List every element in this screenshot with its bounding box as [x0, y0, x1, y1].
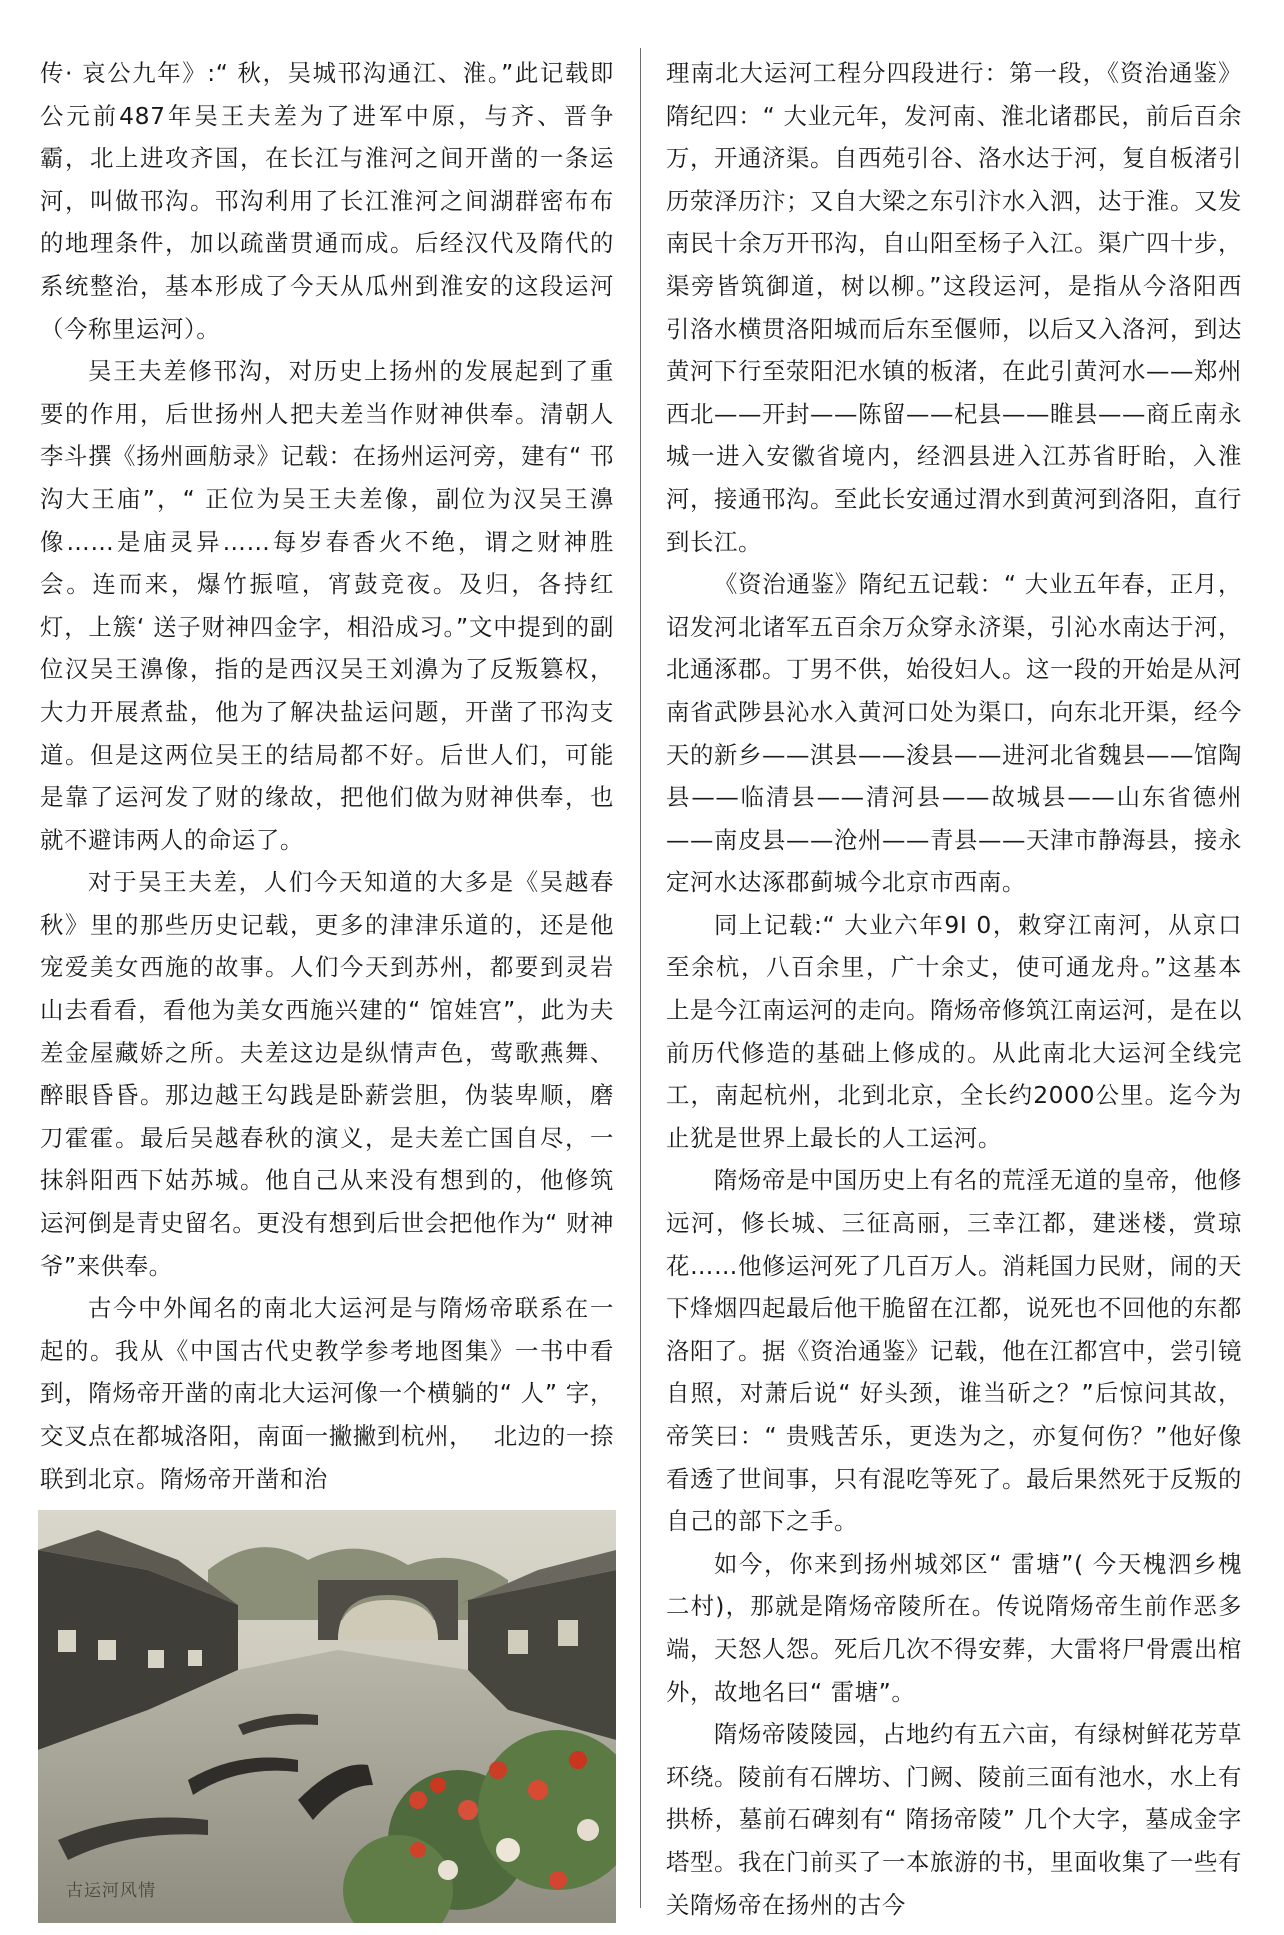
paragraph: 同上记载:“ 大业六年9I 0，敕穿江南河，从京口至余杭，八百余里，广十余丈，使可通龙舟。”这基本上是今江南运河的走向。隋炀帝修筑江南运河，是在以前历代修造的基础上修成的。从此南北大运河全线完工，南起杭州，北到北京，全长约2000公里。迄今为止犹是世界上最长的人工运河。 — [666, 910, 1242, 1152]
paragraph: 《资治通鉴》隋纪五记载：“ 大业五年春，正月，诏发河北诸军五百余万众穿永济渠，引沁水南达于河，北通涿郡。丁男不供，始役妇人。这一段的开始是从河南省武陟县沁水入黄河口处为渠口，向东北开渠，经今天的新乡——淇县——浚县——进河北省魏县——馆陶县——临清县——清河县——故城县——山东省德州——南皮县——沧州——青县——天津市静海县，接永定河水达涿郡蓟城今北京市西南。 — [666, 570, 1242, 897]
paragraph: 理南北大运河工程分四段进行：第一段，《资治通鉴》隋纪四：“ 大业元年，发河南、淮北诸郡民，前后百余万，开通济渠。自西苑引谷、洛水达于河，复自板渚引历荥泽历汴；又自大梁之东引汴水入泗，达于淮。又发南民十余万开邗沟，自山阳至杨子入江。渠广四十步，渠旁皆筑御道，树以柳。”这段运河，是指从今洛阳西引洛水横贯洛阳城而后东至偃师，以后又入洛河，到达黄河下行至荥阳汜水镇的板渚，在此引黄河水——郑州西北——开封——陈留——杞县——睢县——商丘南永城一进入安徽省境内，经泗县进入江苏省盱眙，入淮河，接通邗沟。至此长安通过渭水到黄河到洛阳，直行到长江。 — [666, 59, 1242, 556]
paragraph: 传· 哀公九年》:“ 秋，吴城邗沟通江、淮。”此记载即公元前487年吴王夫差为了进军中原，与齐、晋争霸，北上进攻齐国，在长江与淮河之间开凿的一条运河，叫做邗沟。邗沟利用了长江淮河之间湖群密布布的地理条件，加以疏凿贯通而成。后经汉代及隋代的系统整治，基本形成了今天从瓜州到淮安的这段运河（今称里运河）。 — [40, 59, 614, 343]
canal-photo — [38, 1510, 616, 1923]
right-column — [666, 52, 1242, 1926]
paragraph: 对于吴王夫差，人们今天知道的大多是《吴越春秋》里的那些历史记载，更多的津津乐道的，还是他宠爱美女西施的故事。人们今天到苏州，都要到灵岩山去看看，看他为美女西施兴建的“ 馆娃宫”，此为夫差金屋藏娇之所。夫差这边是纵情声色，莺歌燕舞、醉眼昏昏。那边越王勾践是卧薪尝胆，伪装卑顺，磨刀霍霍。最后吴越春秋的演义，是夫差亡国自尽，一抹斜阳西下姑苏城。他自己从来没有想到的，他修筑运河倒是青史留名。更没有想到后世会把他作为“ 财神爷”来供奉。 — [40, 868, 614, 1280]
photo-caption: 古运河风情 — [66, 1881, 156, 1902]
left-column — [40, 52, 614, 1923]
paragraph: 隋炀帝陵陵园，占地约有五六亩，有绿树鲜花芳草环绕。陵前有石牌坊、门阙、陵前三面有池水，水上有拱桥，墓前石碑刻有“ 隋扬帝陵” 几个大字，墓成金字塔型。我在门前买了一本旅游的书，里面收集了一些有关隋炀帝在扬州的古今 — [666, 1720, 1242, 1919]
column-divider — [640, 48, 641, 1908]
paragraph: 古今中外闻名的南北大运河是与隋炀帝联系在一起的。我从《中国古代史教学参考地图集》一书中看到，隋炀帝开凿的南北大运河像一个横躺的“ 人” 字，交叉点在都城洛阳，南面一撇撇到杭州， 北边的一捺联到北京。隋炀帝开凿和治 — [40, 1294, 614, 1493]
paragraph: 吴王夫差修邗沟，对历史上扬州的发展起到了重要的作用，后世扬州人把夫差当作财神供奉。清朝人李斗撰《扬州画舫录》记载：在扬州运河旁，建有“ 邗沟大王庙”，“ 正位为吴王夫差像，副位为汉吴王濞像……是庙灵异……每岁春香火不绝，谓之财神胜会。连而来，爆竹振喧，宵鼓竞夜。及归，各持红灯，上簇‘ 送子财神四金字，相沿成习。”文中提到的副位汉吴王濞像，指的是西汉吴王刘濞为了反叛篡权，大力开展煮盐，他为了解决盐运问题，开凿了邗沟支道。但是这两位吴王的结局都不好。后世人们，可能是靠了运河发了财的缘故，把他们做为财神供奉，也就不避讳两人的命运了。 — [40, 357, 614, 854]
paragraph: 隋炀帝是中国历史上有名的荒淫无道的皇帝，他修远河，修长城、三征高丽，三幸江都，建迷楼，赏琼花……他修运河死了几百万人。消耗国力民财，闹的天下烽烟四起最后他干脆留在江都，说死也不回他的东都洛阳了。据《资治通鉴》记载，他在江都宫中，尝引镜自照，对萧后说“ 好头颈，谁当斫之？”后惊问其故，帝笑曰：“ 贵贱苦乐，更迭为之，亦复何伤？”他好像看透了世间事，只有混吃等死了。最后果然死于反叛的自己的部下之手。 — [666, 1166, 1242, 1536]
paragraph: 如今，你来到扬州城郊区“ 雷塘”( 今天槐泗乡槐二村)，那就是隋炀帝陵所在。传说隋炀帝生前作恶多端，天怒人怨。死后几次不得安葬，大雷将尸骨震出棺外，故地名曰“ 雷塘”。 — [666, 1549, 1242, 1706]
